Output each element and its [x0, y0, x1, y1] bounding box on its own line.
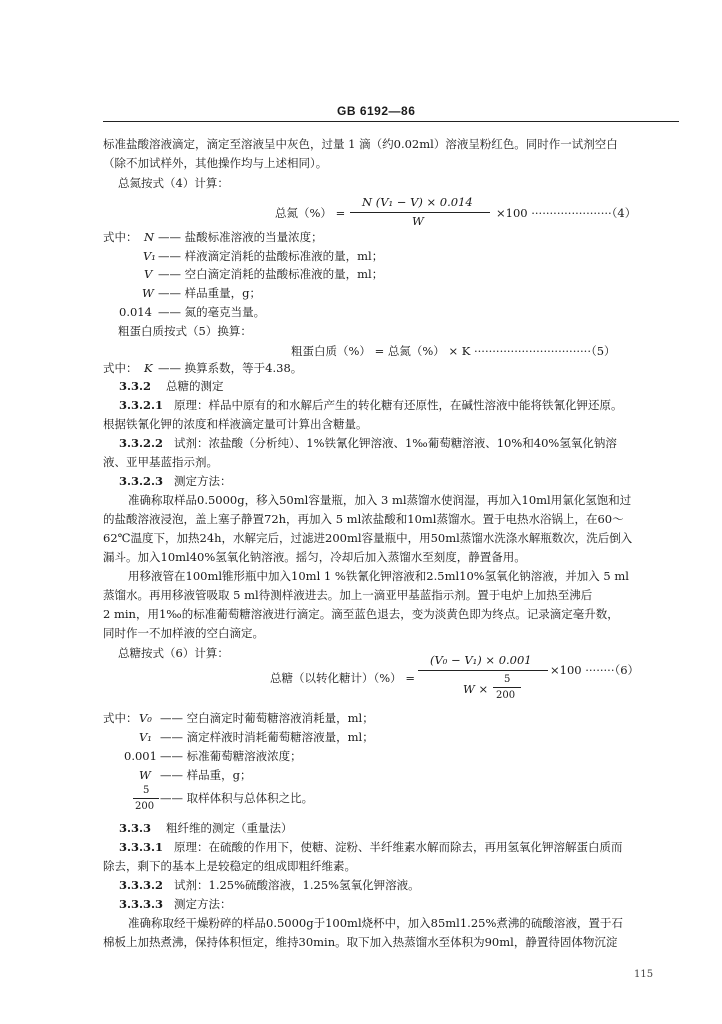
standard-code: GB 6192—86 [337, 104, 416, 118]
def-symbol: V [144, 267, 153, 281]
paragraph-line: 原理：样品中原有的和水解后产生的转化糖有还原性，在碱性溶液中能将铁氰化钾还原。 [174, 398, 623, 412]
formula-body: 粗蛋白质（%） = 总氮（%） × K ································（5） [291, 344, 616, 358]
def-desc: —— 样液滴定消耗的盐酸标准液的量，ml； [158, 249, 384, 263]
section-number: 3.3.2 [119, 379, 152, 393]
def-symbol: W [142, 286, 154, 300]
fraction-bar [350, 212, 490, 213]
subsection-number: 3.3.2.3 [119, 474, 164, 488]
formula-lhs: 总糖（以转化糖计）（%） = [270, 671, 415, 685]
paragraph-line: （除不加试样外，其他操作均与上述相同）。 [103, 156, 328, 170]
formula-denominator: W × [463, 682, 489, 696]
subsection-number: 3.3.3.3 [119, 897, 164, 911]
paragraph-line: 除去，剩下的基本上是较稳定的组成即粗纤维素。 [103, 859, 356, 873]
def-desc: —— 样品重，g； [160, 768, 252, 782]
paragraph-line: 准确称取经干燥粉碎的样品0.5000g于100ml烧杯中，加入85ml1.25%煮沸的硫酸溶液，置于石 [128, 916, 623, 930]
paragraph-line: 漏斗。加入10ml40%氢氧化钠溶液。摇匀，冷却后加入蒸馏水至刻度，静置备用。 [103, 550, 526, 564]
header-rule [103, 121, 679, 122]
def-desc: —— 空白滴定消耗的盐酸标准液的量，ml； [158, 267, 384, 281]
paragraph-line: 用移液管在100ml锥形瓶中加入10ml 1 %铁氰化钾溶液和2.5ml10%氢氧化钠溶液，并加入 5 ml [128, 569, 629, 583]
formula-tail: ×100 ······················（4） [496, 206, 637, 220]
subsection-number: 3.3.2.1 [119, 398, 164, 412]
subsection-number: 3.3.2.2 [119, 436, 164, 450]
paragraph-line: 的盐酸溶液浸泡，盖上塞子静置72h，再加入 5 ml浓盐酸和10ml蒸馏水。置于电热水浴锅上，在60～ [103, 512, 624, 526]
subsection-number: 3.3.3.2 [119, 878, 164, 892]
paragraph-line: 62℃温度下，加热24h，水解完后，过滤进200ml容量瓶中，用50ml蒸馏水洗涤水解瓶数次，洗后倒入 [103, 531, 633, 545]
formula-tail: ×100 ········（6） [550, 663, 640, 677]
page-number: 115 [634, 969, 654, 980]
def-desc: —— 取样体积与总体积之比。 [160, 791, 314, 805]
section-title: 总糖的测定 [166, 379, 224, 393]
def-desc: —— 换算系数，等于4.38。 [158, 361, 303, 375]
def-symbol: 0.001 [124, 749, 157, 763]
paragraph-line: 原理：在硫酸的作用下，使糖、淀粉、半纤维素水解而除去，再用氢氧化钾溶解蛋白质而 [174, 840, 623, 854]
def-desc: —— 氮的毫克当量。 [158, 305, 266, 319]
inner-fraction-numerator: 5 [504, 674, 511, 685]
paragraph-line: 棉板上加热煮沸，保持体积恒定，维持30min。取下加入热蒸馏水至体积为90ml，静置待固体物沉淀 [103, 935, 618, 949]
section-number: 3.3.3 [119, 821, 152, 835]
def-desc: —— 盐酸标准溶液的当量浓度； [158, 230, 323, 244]
ratio-fraction-bar [133, 798, 159, 799]
inner-fraction-denominator: 200 [496, 690, 516, 701]
def-symbol: W [139, 768, 151, 782]
paragraph-line: 标准盐酸溶液滴定，滴定至溶液呈中灰色，过量 1 滴（约0.02ml）溶液呈粉红色。同时作一试剂空白 [103, 137, 618, 151]
def-prefix: 式中： [103, 361, 138, 375]
paragraph-line: 试剂：浓盐酸（分析纯）、1%铁氰化钾溶液、1‰葡萄糖溶液、10%和40%氢氧化钠溶 [174, 436, 617, 450]
def-prefix: 式中： [103, 711, 138, 725]
formula-intro: 总氮按式（4）计算： [118, 176, 229, 190]
subsection-title: 测定方法： [174, 474, 232, 488]
def-desc: —— 标准葡萄糖溶液浓度； [160, 749, 302, 763]
formula-lhs: 总氮（%） = [275, 206, 346, 220]
subsection-title: 测定方法： [174, 897, 232, 911]
def-desc: —— 空白滴定时葡萄糖溶液消耗量，ml； [160, 711, 374, 725]
def-symbol: N [144, 230, 155, 244]
formula-numerator: N (V₁ − V) × 0.014 [362, 195, 473, 209]
paragraph-line: 试剂：1.25%硫酸溶液，1.25%氢氧化钾溶液。 [174, 878, 420, 892]
formula-intro: 粗蛋白质按式（5）换算： [118, 324, 252, 338]
paragraph-line: 蒸馏水。再用移液管吸取 5 ml待测样液进去。加上一滴亚甲基蓝指示剂。置于电炉上加热至沸后 [103, 588, 593, 602]
def-symbol: V₁ [143, 249, 156, 263]
def-symbol: K [144, 361, 153, 375]
def-symbol: V₀ [139, 711, 152, 725]
ratio-denominator: 200 [135, 801, 155, 812]
paragraph-line: 准确称取样品0.5000g，移入50ml容量瓶，加入 3 ml蒸馏水使润湿，再加入10ml用氯化氢饱和过 [128, 493, 632, 507]
fraction-bar [418, 670, 548, 671]
def-desc: —— 滴定样液时消耗葡萄糖溶液量，ml； [160, 730, 374, 744]
def-desc: —— 样品重量，g； [158, 286, 262, 300]
formula-numerator: (V₀ − V₁) × 0.001 [430, 653, 532, 667]
paragraph-line: 2 min，用1‰的标准葡萄糖溶液进行滴定。滴至蓝色退去，变为淡黄色即为终点。记录滴定毫升数， [103, 607, 619, 621]
def-prefix: 式中： [103, 230, 138, 244]
inner-fraction-bar [493, 687, 521, 688]
subsection-number: 3.3.3.1 [119, 840, 164, 854]
section-title: 粗纤维的测定（重量法） [166, 821, 293, 835]
def-symbol: V₁ [139, 730, 152, 744]
def-symbol: 0.014 [119, 305, 152, 319]
ratio-numerator: 5 [143, 785, 150, 796]
formula-intro: 总糖按式（6）计算： [118, 646, 229, 660]
paragraph-line: 同时作一不加样液的空白滴定。 [103, 626, 264, 640]
paragraph-line: 液、亚甲基蓝指示剂。 [103, 455, 218, 469]
formula-denominator: W [412, 214, 424, 228]
paragraph-line: 根据铁氰化钾的浓度和样液滴定量可计算出含糖量。 [103, 417, 368, 431]
